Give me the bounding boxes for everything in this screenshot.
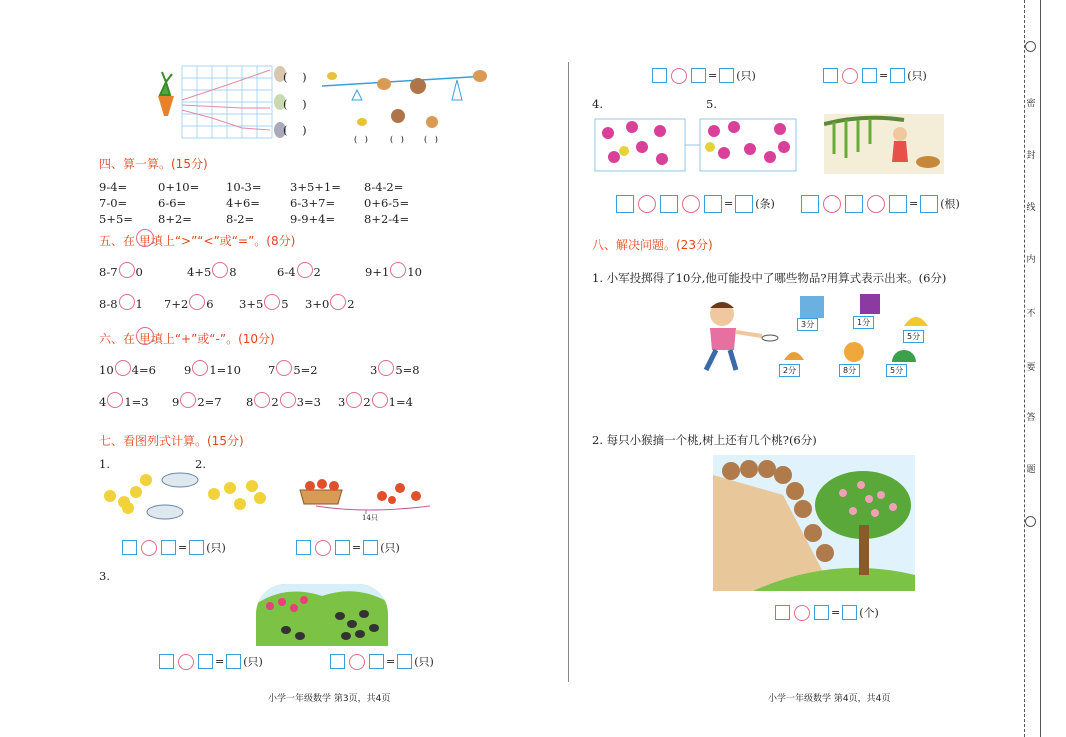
unit-label: (条) — [755, 197, 775, 211]
answer-row-8-2 — [773, 602, 879, 621]
section-6-title-circle-icon — [136, 327, 154, 345]
binding-char: 线 — [1026, 203, 1036, 213]
compare-item — [239, 297, 289, 311]
operator-circle[interactable] — [254, 392, 270, 408]
svg-text:( ): ( ) — [390, 135, 404, 144]
problem-7-3-number: 3. — [99, 569, 110, 583]
unit-label: (根) — [940, 197, 960, 211]
operator-item — [338, 395, 413, 409]
answer-box[interactable] — [735, 195, 753, 213]
operand: 3 — [370, 363, 378, 377]
score-label: 3分 — [797, 318, 818, 331]
answer-row-4 — [614, 193, 775, 213]
answer-box[interactable] — [775, 605, 790, 620]
compare-circle[interactable] — [189, 294, 205, 310]
compare-item — [187, 265, 237, 279]
operand-rest: 4=6 — [131, 363, 156, 377]
answer-box[interactable] — [161, 540, 176, 555]
exercise-item: 10-3= — [226, 180, 262, 194]
operator-item — [99, 395, 149, 409]
expression-right: 10 — [407, 265, 422, 279]
score-label: 5分 — [886, 364, 907, 377]
section-5-title — [99, 232, 295, 249]
answer-paren-1: ( ) — [283, 70, 307, 84]
section-6-title-text: 六、在 里填上“+”或“-”。(10分) — [99, 332, 275, 346]
operand: 3 — [338, 395, 346, 409]
expression-right: 0 — [135, 265, 143, 279]
svg-text:( ): ( ) — [424, 135, 438, 144]
expression-right: 8 — [229, 265, 237, 279]
equals-sign: = — [831, 606, 841, 619]
operator-circle[interactable] — [349, 654, 365, 670]
unit-label: (只) — [907, 69, 927, 83]
operator-circle[interactable] — [315, 540, 331, 556]
operand: 1=3 — [124, 395, 149, 409]
answer-box[interactable] — [296, 540, 311, 555]
operator-item — [268, 363, 318, 377]
operator-circle[interactable] — [372, 392, 388, 408]
operand-rest: 5=2 — [293, 363, 318, 377]
monkeys-tree-picture — [713, 455, 915, 591]
unit-label: (只) — [414, 655, 434, 669]
unit-label: (个) — [859, 606, 879, 620]
question-8-1: 1. 小军投掷得了10分,他可能投中了哪些物品?用算式表示出来。(6分) — [592, 271, 947, 285]
expression-left: 3+5 — [239, 297, 264, 311]
answer-box[interactable] — [159, 654, 174, 669]
operand: 9 — [184, 363, 192, 377]
operator-item — [246, 395, 321, 409]
equals-sign: = — [909, 197, 919, 210]
compare-circle[interactable] — [264, 294, 280, 310]
exercise-item: 0+6-5= — [364, 196, 410, 210]
answer-box[interactable] — [920, 195, 938, 213]
answer-box[interactable] — [889, 195, 907, 213]
answer-box[interactable] — [122, 540, 137, 555]
problem-7-2-number: 2. — [195, 457, 206, 471]
operator-circle[interactable] — [141, 540, 157, 556]
answer-box[interactable] — [363, 540, 378, 555]
question-8-2: 2. 每只小猴摘一个桃,树上还有几个桃?(6分) — [592, 433, 817, 447]
operand: 10 — [99, 363, 114, 377]
expression-left: 9+1 — [365, 265, 390, 279]
section-5-title-text: 五、在 里填上“>”“<”或“=”。(8分) — [99, 234, 296, 248]
exercise-item: 4+6= — [226, 196, 260, 210]
answer-box[interactable] — [842, 605, 857, 620]
operator-circle[interactable] — [842, 68, 858, 84]
expression-left: 6-4 — [277, 265, 296, 279]
answer-box[interactable] — [397, 654, 412, 669]
binding-char: 内 — [1026, 255, 1036, 265]
answer-row-7-1 — [120, 537, 226, 556]
operand: 2 — [363, 395, 371, 409]
operand: 2 — [271, 395, 279, 409]
answer-box[interactable] — [369, 654, 384, 669]
seesaw-animals-picture — [322, 64, 492, 144]
compare-item — [277, 265, 321, 279]
compare-item — [305, 297, 355, 311]
operator-item — [172, 395, 222, 409]
binding-char: 题 — [1026, 465, 1036, 475]
operator-circle[interactable] — [178, 654, 194, 670]
operator-circle[interactable] — [671, 68, 687, 84]
operator-circle[interactable] — [867, 195, 885, 213]
operand: 2=7 — [197, 395, 222, 409]
expression-right: 5 — [281, 297, 289, 311]
operator-item — [370, 363, 420, 377]
score-label: 8分 — [839, 364, 860, 377]
answer-box[interactable] — [814, 605, 829, 620]
exercise-item: 8+2-4= — [364, 212, 410, 226]
page-3-footer: 小学一年级数学 第3页，共4页 — [268, 694, 391, 704]
equals-sign: = — [879, 69, 889, 82]
operator-circle[interactable] — [682, 195, 700, 213]
answer-box[interactable] — [198, 654, 213, 669]
unit-label: (只) — [243, 655, 263, 669]
compare-item — [365, 265, 422, 279]
expression-left: 8-8 — [99, 297, 118, 311]
exercise-item: 8+2= — [158, 212, 192, 226]
answer-box[interactable] — [691, 68, 706, 83]
answer-row-7-3a — [157, 651, 263, 670]
equals-sign: = — [386, 655, 396, 668]
operator-circle[interactable] — [378, 360, 394, 376]
operator-circle[interactable] — [823, 195, 841, 213]
compare-item — [99, 297, 143, 311]
exercise-item: 8-2= — [226, 212, 255, 226]
exercise-item: 0+10= — [158, 180, 200, 194]
answer-box[interactable] — [652, 68, 667, 83]
answer-box[interactable] — [335, 540, 350, 555]
answer-box[interactable] — [845, 195, 863, 213]
answer-row-7-2 — [294, 537, 400, 556]
operand: 4 — [99, 395, 107, 409]
expression-right: 1 — [135, 297, 143, 311]
binding-char: 不 — [1026, 309, 1036, 319]
problem-4-number: 4. — [592, 97, 603, 111]
answer-box[interactable] — [616, 195, 634, 213]
answer-box[interactable] — [189, 540, 204, 555]
page-4-footer: 小学一年级数学 第4页，共4页 — [768, 694, 891, 704]
unit-label: (只) — [206, 541, 226, 555]
section-6-title — [99, 330, 275, 347]
exercise-item: 6-3+7= — [290, 196, 336, 210]
exercise-item: 9-4= — [99, 180, 128, 194]
exercise-item: 6-6= — [158, 196, 187, 210]
expression-left: 4+5 — [187, 265, 212, 279]
binding-hole-icon — [1025, 516, 1036, 527]
equals-sign: = — [215, 655, 225, 668]
answer-box[interactable] — [704, 195, 722, 213]
answer-row-r-top-1 — [650, 65, 756, 84]
answer-row-r-top-2 — [821, 65, 927, 84]
equals-sign: = — [178, 541, 188, 554]
compare-item — [164, 297, 214, 311]
compare-item — [99, 265, 143, 279]
expression-left: 3+0 — [305, 297, 330, 311]
equals-sign: = — [708, 69, 718, 82]
flowers-picture — [594, 117, 798, 173]
operator-circle[interactable] — [794, 605, 810, 621]
answer-box[interactable] — [823, 68, 838, 83]
binding-hole-icon — [1025, 41, 1036, 52]
answer-paren-2: ( ) — [283, 97, 307, 111]
compare-circle[interactable] — [297, 262, 313, 278]
section-5-title-circle-icon — [136, 229, 154, 247]
answer-box[interactable] — [719, 68, 734, 83]
operator-circle[interactable] — [180, 392, 196, 408]
garden-animals-picture — [256, 584, 388, 646]
expression-right: 2 — [347, 297, 355, 311]
score-label: 1分 — [853, 316, 874, 329]
answer-box[interactable] — [330, 654, 345, 669]
expression-right: 2 — [313, 265, 321, 279]
answer-row-5 — [799, 193, 960, 213]
exercise-item: 8-4-2= — [364, 180, 404, 194]
answer-box[interactable] — [226, 654, 241, 669]
problem-7-1-number: 1. — [99, 457, 110, 471]
expression-left: 7+2 — [164, 297, 189, 311]
chicks-plates-picture — [100, 468, 270, 526]
operand: 3=3 — [296, 395, 321, 409]
compare-circle[interactable] — [330, 294, 346, 310]
operator-circle[interactable] — [280, 392, 296, 408]
exercise-item: 5+5= — [99, 212, 133, 226]
exercise-item: 7-0= — [99, 196, 128, 210]
binding-edge-line — [1040, 0, 1041, 737]
score-label: 2分 — [779, 364, 800, 377]
brace-total-label: 14只 — [362, 514, 378, 522]
page-divider — [568, 62, 569, 682]
operator-circle[interactable] — [115, 360, 131, 376]
exercise-item: 9-9+4= — [290, 212, 336, 226]
operand-rest: 5=8 — [395, 363, 420, 377]
compare-circle[interactable] — [119, 262, 135, 278]
operand: 7 — [268, 363, 276, 377]
compare-circle[interactable] — [390, 262, 406, 278]
answer-box[interactable] — [660, 195, 678, 213]
operator-circle[interactable] — [107, 392, 123, 408]
section-7-title: 七、看图列式计算。(15分) — [99, 434, 244, 448]
svg-text:( ): ( ) — [354, 135, 368, 144]
equals-sign: = — [352, 541, 362, 554]
boy-throwing-picture — [692, 296, 782, 376]
answer-row-7-3b — [328, 651, 434, 670]
section-8-title: 八、解决问题。(23分) — [592, 238, 713, 252]
girl-picking-picture — [824, 114, 944, 174]
binding-char: 密 — [1026, 99, 1036, 109]
answer-box[interactable] — [801, 195, 819, 213]
answer-paren-3: ( ) — [283, 123, 307, 137]
operand: 8 — [246, 395, 254, 409]
operator-circle[interactable] — [346, 392, 362, 408]
exercise-item: 3+5+1= — [290, 180, 341, 194]
operator-circle[interactable] — [276, 360, 292, 376]
unit-label: (只) — [736, 69, 756, 83]
binding-char: 要 — [1026, 363, 1036, 373]
binding-char: 答 — [1026, 413, 1036, 423]
answer-box[interactable] — [890, 68, 905, 83]
compare-circle[interactable] — [119, 294, 135, 310]
operator-item — [184, 363, 241, 377]
unit-label: (只) — [380, 541, 400, 555]
answer-box[interactable] — [862, 68, 877, 83]
problem-5-number: 5. — [706, 97, 717, 111]
operand: 9 — [172, 395, 180, 409]
expression-left: 8-7 — [99, 265, 118, 279]
compare-circle[interactable] — [212, 262, 228, 278]
operator-circle[interactable] — [638, 195, 656, 213]
binding-char: 封 — [1026, 151, 1036, 161]
operator-item — [99, 363, 156, 377]
score-label: 5分 — [903, 330, 924, 343]
expression-right: 6 — [206, 297, 214, 311]
section-4-title: 四、算一算。(15分) — [99, 157, 208, 171]
equals-sign: = — [724, 197, 734, 210]
operator-circle[interactable] — [192, 360, 208, 376]
operand: 1=4 — [388, 395, 413, 409]
operand-rest: 1=10 — [209, 363, 241, 377]
